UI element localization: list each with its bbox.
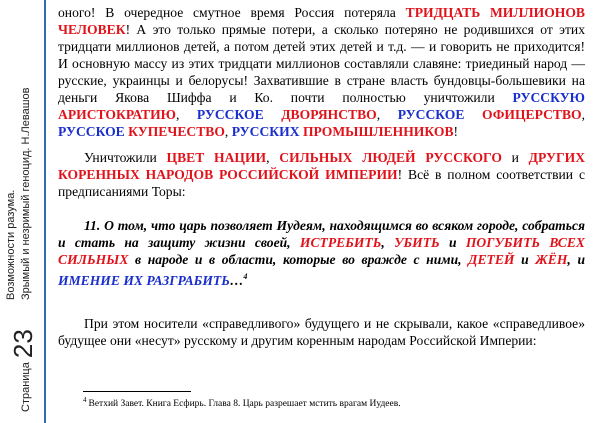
spacer bbox=[58, 306, 585, 315]
spacer bbox=[58, 289, 585, 306]
text: … bbox=[229, 273, 244, 288]
book-title: Возможности разума. bbox=[5, 189, 17, 300]
text: оного! В очередное смутное время Россия потеряла bbox=[58, 5, 406, 20]
highlight-red: ТРИДЦАТЬ МИЛЛИОНОВ ЧЕЛОВЕК bbox=[58, 5, 586, 37]
torah-quote bbox=[58, 217, 585, 289]
highlight-red: ЖЁН bbox=[535, 252, 568, 267]
text: в народе и в области, которые во вражде с ними, bbox=[128, 252, 469, 267]
highlight-red: РУССКОГО bbox=[425, 150, 502, 165]
text: , bbox=[175, 107, 197, 122]
highlight-red: УБИТЬ bbox=[394, 235, 440, 250]
highlight-red: ДРУГИХ КОРЕННЫХ НАРОДОВ bbox=[58, 150, 586, 182]
paragraph-1 bbox=[58, 4, 585, 140]
sidebar-divider bbox=[44, 0, 46, 423]
highlight-red: КУПЕЧЕСТВО bbox=[128, 124, 225, 139]
text: О том, что царь позволяет Иудеям, находящимся во всяком городе, собраться и стать на защиту жизни своей, bbox=[58, 218, 585, 250]
text: , и bbox=[567, 252, 586, 267]
text: , bbox=[266, 150, 280, 165]
text: и bbox=[501, 150, 529, 165]
footnote-divider bbox=[83, 391, 191, 392]
page-label bbox=[8, 329, 39, 412]
footnote-text: Ветхий Завет. Книга Есфирь. Глава 8. Царь разрешает мстить врагам Иудеев. bbox=[88, 399, 401, 409]
page-word: Страница bbox=[20, 362, 32, 412]
highlight-blue: ИМЕНИЕ ИХ РАЗГРАБИТЬ bbox=[58, 273, 230, 288]
text: ! А это только прямые потери, а сколько потеряно не родившихся от этих тридцати миллионов детей, а потом детей этих детей и т.д. — и говорить не приходится! И основную массу из этих тридцати миллионов составляли славяне: триединый народ — русские, украинцы и белорусы! Захватившие в стране власть бундовцы-большевики на деньги Якова Шиффа и Ко. почти полностью уничтожили bbox=[58, 22, 585, 105]
highlight-blue: РУССКУЮ bbox=[512, 90, 585, 105]
text bbox=[464, 107, 482, 122]
footnote-number: 4 bbox=[83, 396, 87, 404]
highlight-blue: РУССКОЕ bbox=[58, 124, 125, 139]
text: и bbox=[514, 252, 536, 267]
spacer bbox=[58, 140, 585, 149]
highlight-blue: РУССКОЕ bbox=[196, 107, 264, 122]
highlight-red: ЦВЕТ НАЦИИ bbox=[166, 150, 267, 165]
footnote-reference[interactable]: 4 bbox=[243, 272, 248, 281]
quote-number: 11. bbox=[84, 218, 101, 233]
highlight-red: ОФИЦЕРСТВО bbox=[481, 107, 582, 122]
spacer bbox=[58, 200, 585, 217]
text: Уничтожили bbox=[84, 150, 167, 165]
page-number: 23 bbox=[8, 329, 38, 359]
highlight-red: ПРОМЫШЛЕННИКОВ bbox=[302, 124, 454, 139]
highlight-red: СИЛЬНЫХ ЛЮДЕЙ bbox=[279, 150, 416, 165]
page-content bbox=[58, 4, 585, 349]
highlight-blue: РУССКОЕ bbox=[397, 107, 465, 122]
highlight-red: ПОГУБИТЬ ВСЕХ СИЛЬНЫХ bbox=[58, 235, 585, 267]
text: ! Всё в полном соответствии с предписаниями Торы: bbox=[58, 167, 585, 199]
text: , bbox=[381, 235, 395, 250]
text: ! bbox=[453, 124, 459, 139]
text: и bbox=[439, 235, 466, 250]
highlight-red: ДВОРЯНСТВО bbox=[281, 107, 377, 122]
highlight-blue: РУССКИХ bbox=[231, 124, 300, 139]
text bbox=[264, 107, 282, 122]
sidebar bbox=[0, 0, 46, 423]
paragraph-2 bbox=[58, 149, 585, 200]
footnote bbox=[83, 396, 401, 409]
highlight-red: ИСТРЕБИТЬ bbox=[299, 235, 382, 250]
highlight-red: РОССИЙСКОЙ ИМПЕРИИ bbox=[219, 167, 398, 182]
book-subtitle: Зрымый и незримый геноцид. Н.Левашов bbox=[20, 87, 32, 300]
highlight-red: ДЕТЕЙ bbox=[468, 252, 515, 267]
text bbox=[416, 150, 426, 165]
paragraph-3: При этом носители «справедливого» будущего и не скрывали, какое «справедливое» будущее они «несут» русскому и другим коренным народам Российской Империи: bbox=[58, 316, 585, 348]
text: , bbox=[581, 107, 586, 122]
highlight-red: АРИСТОКРАТИЮ bbox=[58, 107, 176, 122]
text: , bbox=[224, 124, 232, 139]
text: , bbox=[376, 107, 398, 122]
